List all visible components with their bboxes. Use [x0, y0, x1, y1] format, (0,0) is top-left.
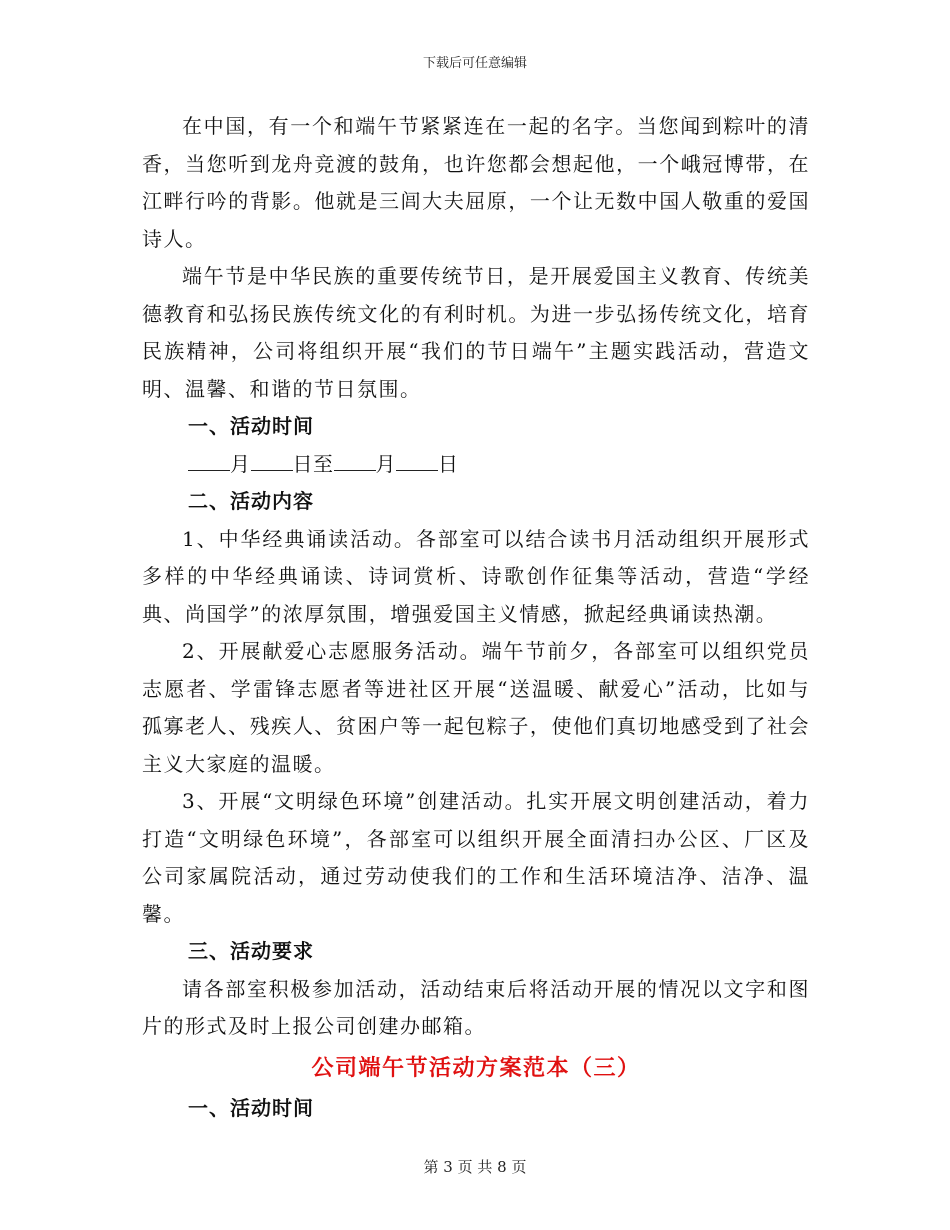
- section-title: 公司端午节活动方案范本（三）: [311, 1054, 641, 1081]
- activity-date-range: [142, 446, 810, 484]
- heading-activity-requirements: 三、活动要求: [188, 939, 314, 963]
- purpose-paragraph: 端午节是中华民族的重要传统节日，是开展爱国主义教育、传统美德教育和弘扬民族传统文化的有利时机。为进一步弘扬传统文化，培育民族精神，公司将组织开展“我们的节日端午”主题实践活动，营造文明、温馨、和谐的节日氛围。: [142, 264, 810, 401]
- date-day-label: 日: [438, 451, 459, 476]
- content-item-2: 2、开展献爱心志愿服务活动。端午节前夕，各部室可以组织党员志愿者、学雷锋志愿者等进社区开展“送温暖、献爱心”活动，比如与孤寡老人、残疾人、贫困户等一起包粽子，使他们真切地感受到了社会主义大家庭的温暖。: [142, 639, 810, 776]
- content-item-1: 1、中华经典诵读活动。各部室可以结合读书月活动组织开展形式多样的中华经典诵读、诗词赏析、诗歌创作征集等活动，营造“学经典、尚国学”的浓厚氛围，增强爱国主义情感，掀起经典诵读热潮。: [142, 526, 810, 626]
- heading-activity-time-2: 一、活动时间: [188, 1095, 314, 1120]
- date-month-label: 月: [375, 451, 396, 476]
- document-body: [142, 108, 810, 1127]
- requirements-paragraph: 请各部室积极参加活动，活动结束后将活动开展的情况以文字和图片的形式及时上报公司创建办邮箱。: [142, 976, 810, 1038]
- page-footer: 第 3 页 共 8 页: [423, 1158, 527, 1176]
- heading-activity-content: 二、活动内容: [188, 489, 314, 513]
- page-header: 下载后可任意编辑: [422, 56, 527, 71]
- blank-line: [188, 448, 230, 471]
- intro-paragraph: 在中国，有一个和端午节紧紧连在一起的名字。当您闻到粽叶的清香，当您听到龙舟竞渡的鼓角，也许您都会想起他，一个峨冠博带，在江畔行吟的背影。他就是三闾大夫屈原，一个让无数中国人敬重的爱国诗人。: [142, 114, 810, 251]
- blank-line: [396, 448, 438, 471]
- heading-activity-time: 一、活动时间: [188, 414, 314, 438]
- blank-line: [251, 448, 293, 471]
- date-month-label: 月: [230, 451, 251, 476]
- date-day-to-label: 日至: [292, 451, 334, 476]
- blank-line: [334, 448, 376, 471]
- content-item-3: 3、开展“文明绿色环境”创建活动。扎实开展文明创建活动，着力打造“文明绿色环境”，各部室可以组织开展全面清扫办公区、厂区及公司家属院活动，通过劳动使我们的工作和生活环境洁净、洁净、温馨。: [142, 789, 810, 926]
